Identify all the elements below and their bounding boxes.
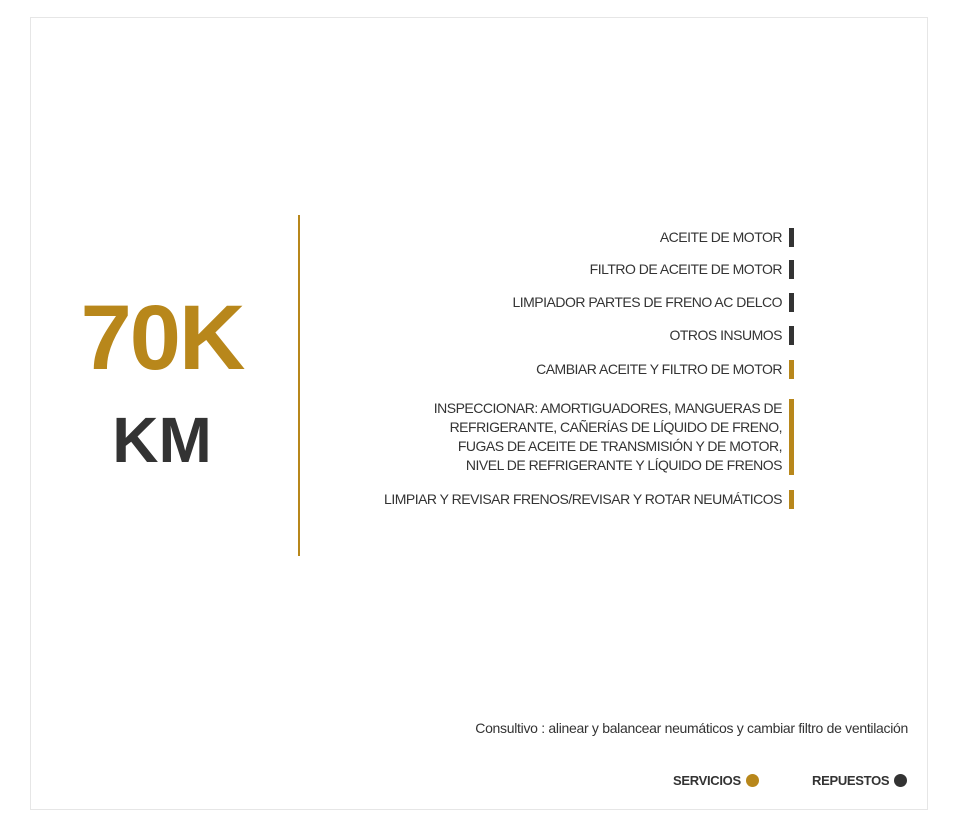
- item-label: LIMPIADOR PARTES DE FRENO AC DELCO: [512, 294, 782, 310]
- item-label: [434, 399, 782, 475]
- repuesto-marker: [789, 326, 794, 345]
- legend-servicios: [673, 773, 759, 788]
- item-line: INSPECCIONAR: AMORTIGUADORES, MANGUERAS DE: [433, 400, 782, 416]
- legend-label: SERVICIOS: [673, 773, 741, 788]
- repuesto-marker: [789, 293, 794, 312]
- item-line: REFRIGERANTE, CAÑERÍAS DE LÍQUIDO DE FRENO,: [449, 419, 782, 435]
- list-item: [590, 260, 794, 279]
- item-label: OTROS INSUMOS: [669, 327, 782, 343]
- dark-dot-icon: [894, 774, 907, 787]
- repuesto-marker: [789, 228, 794, 247]
- item-label: LIMPIAR Y REVISAR FRENOS/REVISAR Y ROTAR NEUMÁTICOS: [384, 491, 782, 507]
- item-line: FUGAS DE ACEITE DE TRANSMISIÓN Y DE MOTOR,: [457, 438, 782, 454]
- list-item: [536, 360, 794, 379]
- servicio-marker: [789, 360, 794, 379]
- servicio-marker: [789, 399, 794, 475]
- servicio-marker: [789, 490, 794, 509]
- consultive-note: Consultivo : alinear y balancear neumáticos y cambiar filtro de ventilación: [475, 720, 908, 736]
- list-item: [660, 228, 794, 247]
- list-item: [384, 490, 794, 509]
- legend-repuestos: [812, 773, 907, 788]
- list-item: [434, 399, 794, 475]
- legend-label: REPUESTOS: [812, 773, 890, 788]
- item-label: CAMBIAR ACEITE Y FILTRO DE MOTOR: [536, 361, 782, 377]
- item-line: NIVEL DE REFRIGERANTE Y LÍQUIDO DE FRENOS: [465, 457, 782, 473]
- item-label: FILTRO DE ACEITE DE MOTOR: [589, 261, 782, 277]
- gold-dot-icon: [746, 774, 759, 787]
- list-item: [669, 326, 794, 345]
- item-label: ACEITE DE MOTOR: [659, 229, 782, 245]
- divider: [298, 215, 300, 556]
- mileage-unit: KM: [112, 404, 212, 476]
- repuesto-marker: [789, 260, 794, 279]
- mileage-value: 70K: [80, 287, 244, 389]
- list-item: [512, 293, 794, 312]
